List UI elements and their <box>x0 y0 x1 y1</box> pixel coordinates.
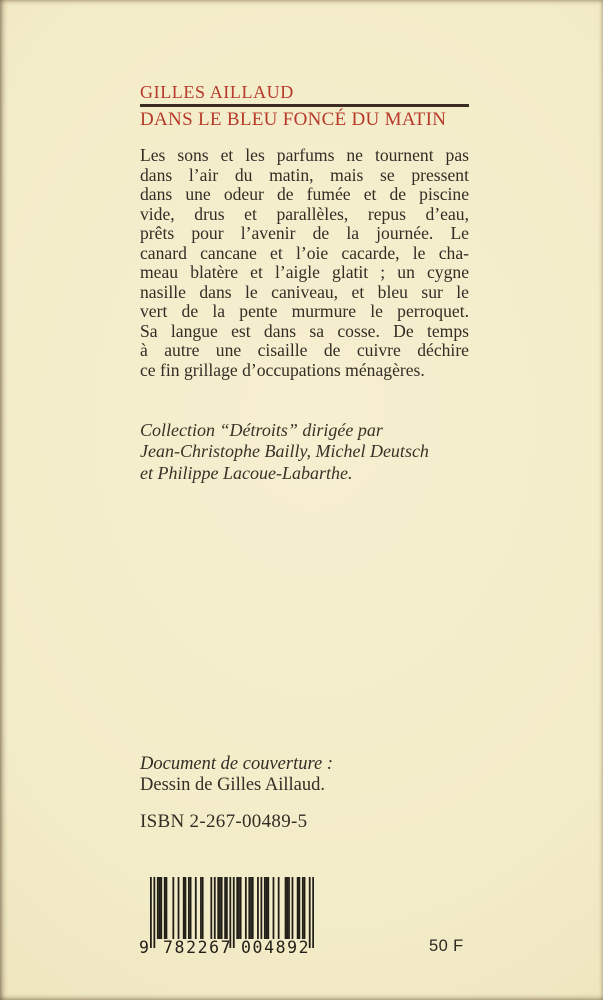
cover-credit-value: Dessin de Gilles Aillaud. <box>140 775 325 795</box>
barcode-digits-right: 004892 <box>241 938 311 957</box>
blurb-line: nasille dans le caniveau, et bleu sur le <box>140 281 469 302</box>
title-divider-rule <box>140 104 469 107</box>
blurb-line: vert de la pente murmure le perroquet. <box>140 301 469 321</box>
cover-credit <box>140 754 480 796</box>
blurb-line: canard cancane et l’oie cacarde, le cha- <box>140 242 469 263</box>
blurb-line: dans une odeur de fumée et de piscine <box>140 184 469 204</box>
barcode-digits-left: 782267 <box>163 938 233 957</box>
collection-line: Collection “Détroits” dirigée par <box>140 420 383 440</box>
blurb-paragraph <box>140 146 469 380</box>
price-label: 50 F <box>429 937 464 955</box>
barcode-digit-first: 9 <box>139 938 149 957</box>
collection-line: Jean-Christophe Bailly, Michel Deutsch <box>140 441 429 462</box>
blurb-line: vide, drus et parallèles, repus d’eau, <box>140 203 469 224</box>
book-title: DANS LE BLEU FONCÉ DU MATIN <box>140 109 447 130</box>
blurb-line: dans l’air du matin, mais se pressent <box>140 164 469 185</box>
collection-line: et Philippe Lacoue-Labarthe. <box>140 462 353 483</box>
blurb-line: prêts pour l’avenir de la journée. Le <box>140 223 469 243</box>
barcode <box>139 877 314 959</box>
blurb-line: Les sons et les parfums ne tournent pas <box>140 145 469 165</box>
blurb-line: à autre une cisaille de cuivre déchire <box>140 340 469 360</box>
title-block <box>140 83 469 129</box>
cover-credit-label: Document de couverture : <box>140 754 333 774</box>
collection-note <box>140 420 480 484</box>
author-name: GILLES AILLAUD <box>140 82 294 102</box>
isbn-number: ISBN 2-267-00489-5 <box>140 811 308 832</box>
blurb-line: meau blatère et l’aigle glatit ; un cygne <box>140 262 469 282</box>
blurb-line: ce fin grillage d’occupations ménagères. <box>140 359 425 380</box>
blurb-line: Sa langue est dans sa cosse. De temps <box>140 320 469 341</box>
